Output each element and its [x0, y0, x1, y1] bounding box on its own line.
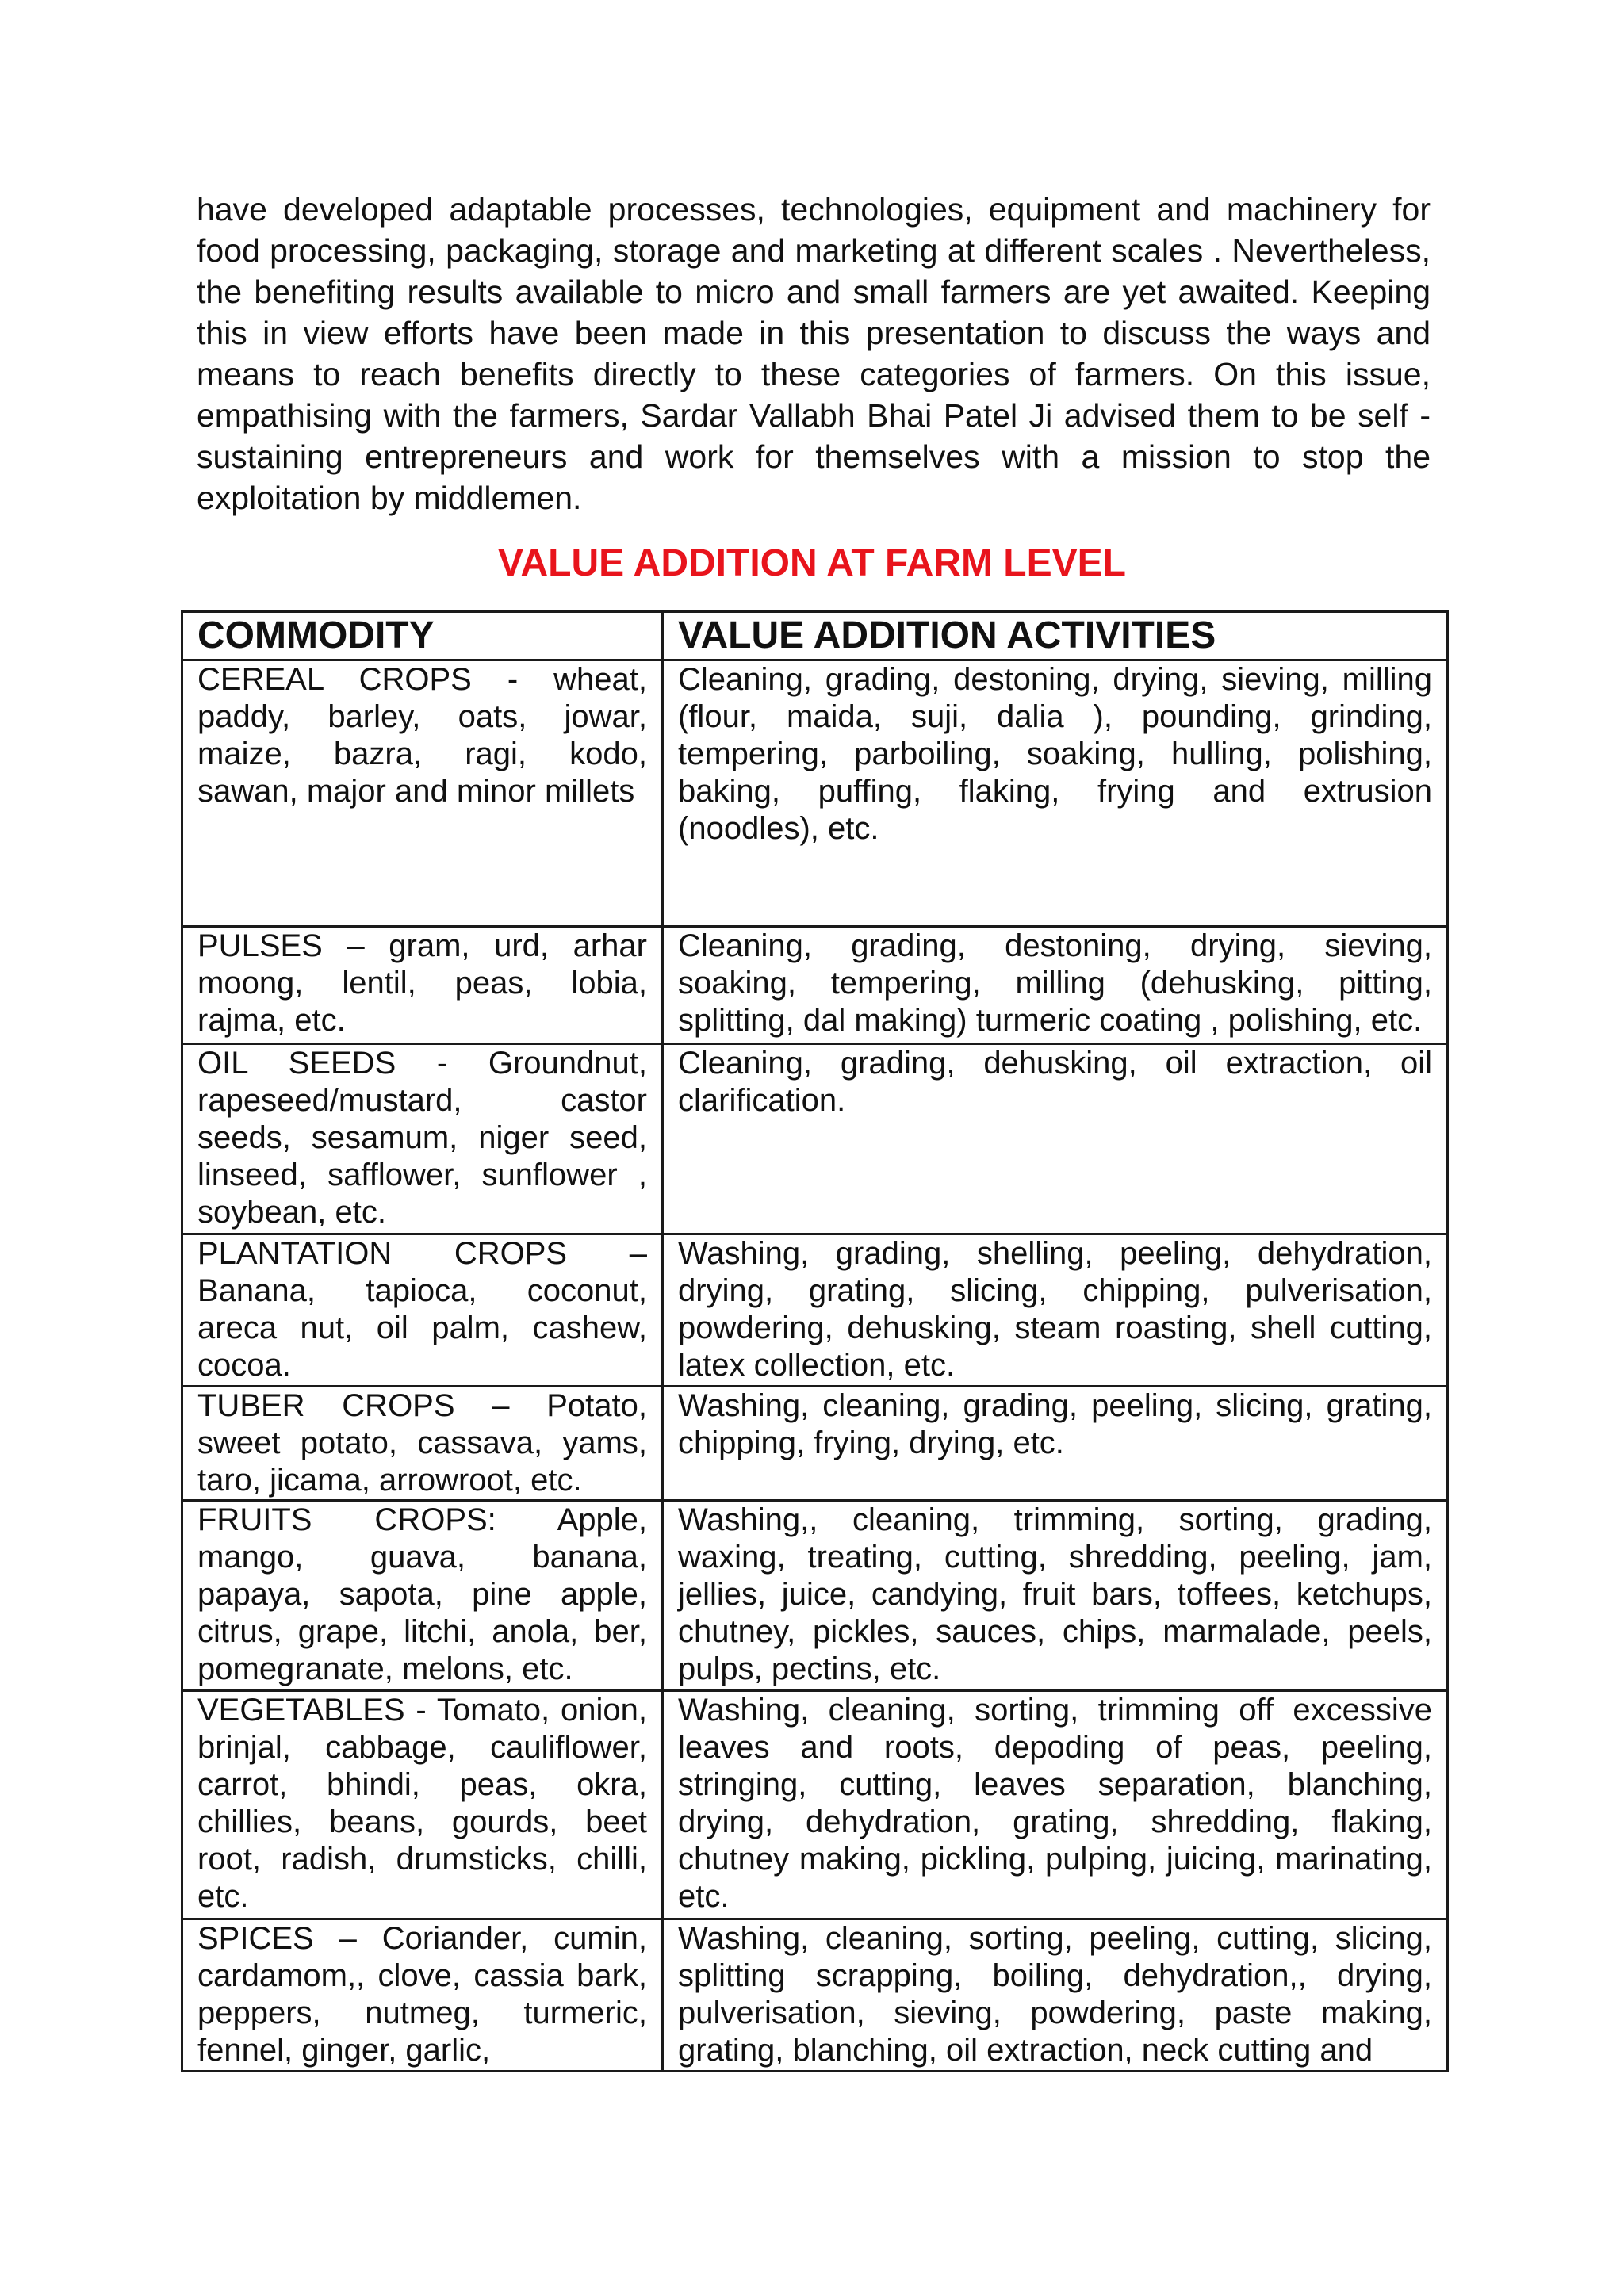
activities-cell: Washing, cleaning, grading, peeling, slicing, grating, chipping, frying, drying, etc. — [663, 1387, 1448, 1501]
activities-cell: Washing, grading, shelling, peeling, dehydration, drying, grating, slicing, chipping, pulverisation, powdering, dehusking, steam roasting, shell cutting, latex collection, etc. — [663, 1234, 1448, 1387]
header-activities: VALUE ADDITION ACTIVITIES — [663, 612, 1448, 660]
activities-cell: Washing, cleaning, sorting, peeling, cutting, slicing, splitting scrapping, boiling, dehydration,, drying, pulverisation, sieving, powdering, paste making, grating, blanching, oil extraction, neck cutting and — [663, 1919, 1448, 2072]
activities-cell: Cleaning, grading, destoning, drying, sieving, milling (flour, maida, suji, dalia ), pounding, grinding, tempering, parboiling, soaking, hulling, polishing, baking, puffing, flaking, frying and extrusion (noodles), etc. — [663, 660, 1448, 927]
commodity-cell: TUBER CROPS – Potato, sweet potato, cassava, yams, taro, jicama, arrowroot, etc. — [182, 1387, 663, 1501]
commodity-cell: VEGETABLES - Tomato, onion, brinjal, cabbage, cauliflower, carrot, bhindi, peas, okra, chillies, beans, gourds, beet root, radish, drumsticks, chilli, etc. — [182, 1691, 663, 1919]
activities-cell: Cleaning, grading, dehusking, oil extraction, oil clarification. — [663, 1044, 1448, 1234]
header-commodity: COMMODITY — [182, 612, 663, 660]
section-title: VALUE ADDITION AT FARM LEVEL — [498, 542, 1126, 584]
activities-cell: Cleaning, grading, destoning, drying, sieving, soaking, tempering, milling (dehusking, pitting, splitting, dal making) turmeric coating , polishing, etc. — [663, 927, 1448, 1044]
table-row — [182, 1044, 1448, 1234]
table-row — [182, 660, 1448, 927]
table-row — [182, 1919, 1448, 2072]
table-row — [182, 1234, 1448, 1387]
table-row — [182, 1387, 1448, 1501]
table-header-row — [182, 612, 1448, 660]
table-row — [182, 927, 1448, 1044]
intro-paragraph: have developed adaptable processes, technologies, equipment and machinery for food processing, packaging, storage and marketing at different scales . Nevertheless, the benefiting results available to micro and small farmers are yet awaited. Keeping this in view efforts have been made in this presentation to discuss the ways and means to reach benefits directly to these categories of farmers. On this issue, empathising with the farmers, Sardar Vallabh Bhai Patel Ji advised them to be self - sustaining entrepreneurs and work for themselves with a mission to stop the exploitation by middlemen. — [197, 191, 1431, 516]
value-addition-table — [181, 610, 1449, 2072]
table-row — [182, 1501, 1448, 1691]
activities-cell: Washing,, cleaning, trimming, sorting, grading, waxing, treating, cutting, shredding, peeling, jam, jellies, juice, candying, fruit bars, toffees, ketchups, chutney, pickles, sauces, chips, marmalade, peels, pulps, pectins, etc. — [663, 1501, 1448, 1691]
table-row — [182, 1691, 1448, 1919]
commodity-cell: PULSES – gram, urd, arhar moong, lentil, peas, lobia, rajma, etc. — [182, 927, 663, 1044]
commodity-cell: CEREAL CROPS - wheat, paddy, barley, oats, jowar, maize, bazra, ragi, kodo, sawan, major and minor millets — [182, 660, 663, 927]
commodity-cell: PLANTATION CROPS – Banana, tapioca, coconut, areca nut, oil palm, cashew, cocoa. — [182, 1234, 663, 1387]
commodity-cell: OIL SEEDS - Groundnut, rapeseed/mustard, castor seeds, sesamum, niger seed, linseed, safflower, sunflower , soybean, etc. — [182, 1044, 663, 1234]
activities-cell: Washing, cleaning, sorting, trimming off excessive leaves and roots, depoding of peas, peeling, stringing, cutting, leaves separation, blanching, drying, dehydration, grating, shredding, flaking, chutney making, pickling, pulping, juicing, marinating, etc. — [663, 1691, 1448, 1919]
commodity-cell: FRUITS CROPS: Apple, mango, guava, banana, papaya, sapota, pine apple, citrus, grape, litchi, anola, ber, pomegranate, melons, etc. — [182, 1501, 663, 1691]
commodity-cell: SPICES – Coriander, cumin, cardamom,, clove, cassia bark, peppers, nutmeg, turmeric, fennel, ginger, garlic, — [182, 1919, 663, 2072]
